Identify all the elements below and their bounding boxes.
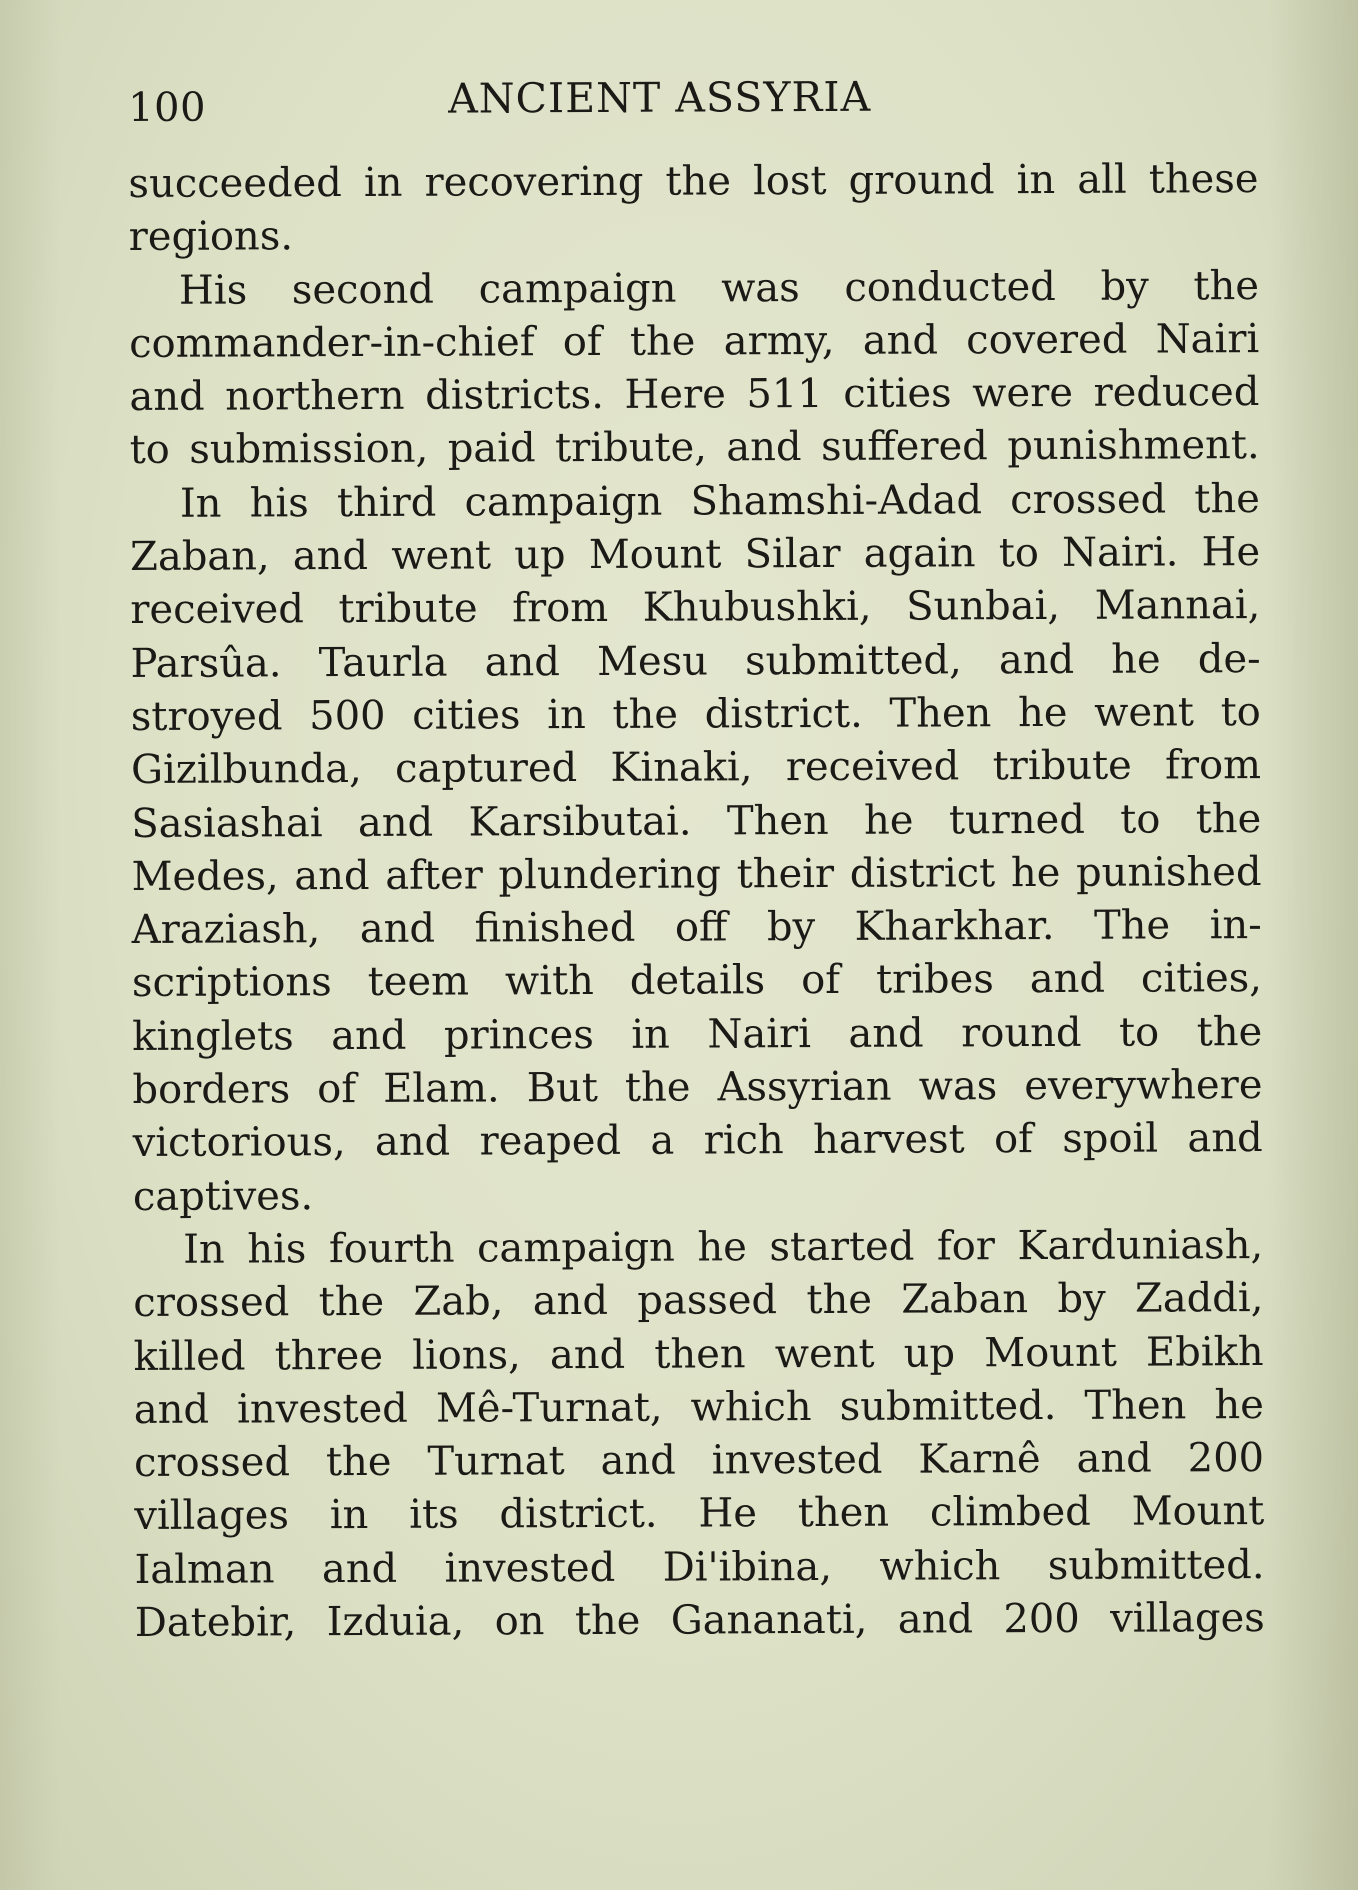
page-number: 100 xyxy=(128,84,207,131)
page-edge-shadow-left xyxy=(0,0,60,1890)
text-line: stroyed 500 cities in the district. Then he went to xyxy=(130,689,1261,740)
text-line: Zaban, and went up Mount Silar again to Nairi. He xyxy=(130,529,1261,581)
text-line: Gizilbunda, captured Kinaki, received tribute from xyxy=(130,742,1262,794)
text-line: Sasiashai and Karsibutai. Then he turned to the xyxy=(131,795,1262,847)
text-line: captives. xyxy=(132,1172,314,1220)
text-block xyxy=(128,65,1265,1650)
text-line: regions. xyxy=(128,213,294,261)
text-line: Ialman and invested Di'ibina, which submitted. xyxy=(134,1541,1265,1593)
text-line: borders of Elam. But the Assyrian was everywhere xyxy=(132,1062,1263,1114)
page-edge-shadow-right xyxy=(1268,0,1358,1890)
text-line: to submission, paid tribute, and suffered punishment. xyxy=(129,422,1260,474)
text-line: In his fourth campaign he started for Karduniash, xyxy=(183,1221,1264,1273)
running-title: ANCIENT ASSYRIA xyxy=(448,72,872,123)
text-line: and northern districts. Here 511 cities were reduced xyxy=(129,369,1260,421)
text-line: commander-in-chief of the army, and covered Nairi xyxy=(129,315,1260,367)
text-line: received tribute from Khubushki, Sunbai, Mannai, xyxy=(130,582,1261,634)
text-line: scriptions teem with details of tribes and cities, xyxy=(131,955,1263,1007)
text-line: killed three lions, and then went up Mount Ebikh xyxy=(133,1328,1264,1380)
text-line: and invested Mê-Turnat, which submitted. Then he xyxy=(133,1381,1264,1433)
text-line: Datebir, Izduia, on the Gananati, and 200 villages xyxy=(134,1595,1265,1647)
text-line: Parsûa. Taurla and Mesu submitted, and he de- xyxy=(130,635,1261,687)
text-line: succeeded in recovering the lost ground in all these xyxy=(128,156,1259,207)
text-line: kinglets and princes in Nairi and round to the xyxy=(132,1008,1263,1060)
text-line: crossed the Zab, and passed the Zaban by Zaddi, xyxy=(133,1275,1264,1327)
text-line: Araziash, and finished off by Kharkhar. The in- xyxy=(131,902,1262,954)
text-line: crossed the Turnat and invested Karnê and 200 xyxy=(133,1435,1265,1487)
text-line: In his third campaign Shamshi-Adad crossed the xyxy=(179,475,1260,527)
text-line: His second campaign was conducted by the xyxy=(178,262,1260,314)
text-line: victorious, and reaped a rich harvest of spoil and xyxy=(132,1115,1263,1167)
body-text xyxy=(128,153,1265,1650)
text-line: Medes, and after plundering their district he punished xyxy=(131,848,1262,900)
running-head xyxy=(128,65,1258,130)
text-line: villages in its district. He then climbed Mount xyxy=(134,1488,1265,1540)
